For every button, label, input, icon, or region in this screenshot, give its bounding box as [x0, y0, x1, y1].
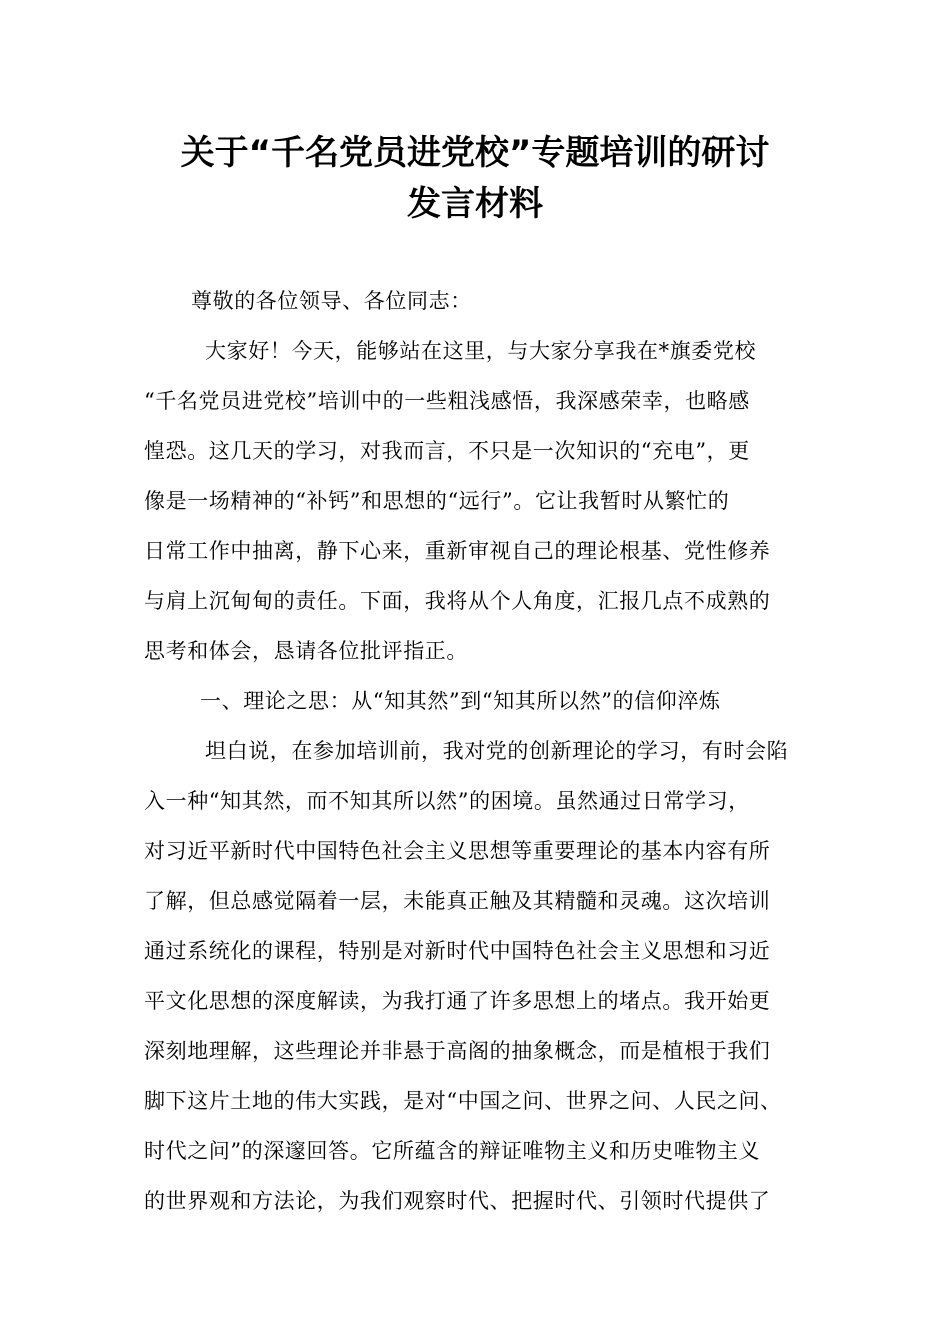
body-line: 惶恐。这几天的学习，对我而言，不只是一次知识的“充电”，更	[144, 439, 750, 463]
body-line: 思考和体会，恳请各位批评指正。	[144, 639, 468, 663]
salutation: 尊敬的各位领导、各位同志：	[191, 289, 472, 313]
body-line: 像是一场精神的“补钙”和思想的“远行”。它让我暂时从繁忙的	[144, 489, 730, 513]
body-line: 平文化思想的深度解读，为我打通了许多思想上的堵点。我开始更	[144, 989, 771, 1013]
body-line: 的世界观和方法论，为我们观察时代、把握时代、引领时代提供了	[144, 1189, 771, 1213]
body-line: “千名党员进党校”培训中的一些粗浅感悟，我深感荣幸，也略感	[144, 389, 750, 413]
body-line: 对习近平新时代中国特色社会主义思想等重要理论的基本内容有所	[144, 839, 771, 863]
document-title-line-1: 关于“千名党员进党校”专题培训的研讨	[180, 133, 770, 173]
body-line: 日常工作中抽离，静下心来，重新审视自己的理论根基、党性修养	[144, 539, 771, 563]
document-title-line-2: 发言材料	[407, 184, 543, 224]
body-line: 通过系统化的课程，特别是对新时代中国特色社会主义思想和习近	[144, 939, 771, 963]
section-heading-1: 一、理论之思：从“知其然”到“知其所以然”的信仰淬炼	[200, 689, 721, 713]
body-line: 大家好！今天，能够站在这里，与大家分享我在*旗委党校	[205, 339, 757, 363]
body-line: 了解，但总感觉隔着一层，未能真正触及其精髓和灵魂。这次培训	[144, 889, 771, 913]
body-line: 与肩上沉甸甸的责任。下面，我将从个人角度，汇报几点不成熟的	[144, 589, 771, 613]
body-line: 入一种“知其然，而不知其所以然”的困境。虽然通过日常学习，	[144, 789, 750, 813]
body-line: 脚下这片土地的伟大实践，是对“中国之问、世界之问、人民之问、	[144, 1089, 782, 1113]
body-line: 深刻地理解，这些理论并非悬于高阁的抽象概念，而是植根于我们	[144, 1039, 771, 1063]
body-line: 时代之问”的深邃回答。它所蕴含的辩证唯物主义和历史唯物主义	[144, 1139, 761, 1163]
body-line: 坦白说，在参加培训前，我对党的创新理论的学习，有时会陷	[205, 739, 789, 763]
